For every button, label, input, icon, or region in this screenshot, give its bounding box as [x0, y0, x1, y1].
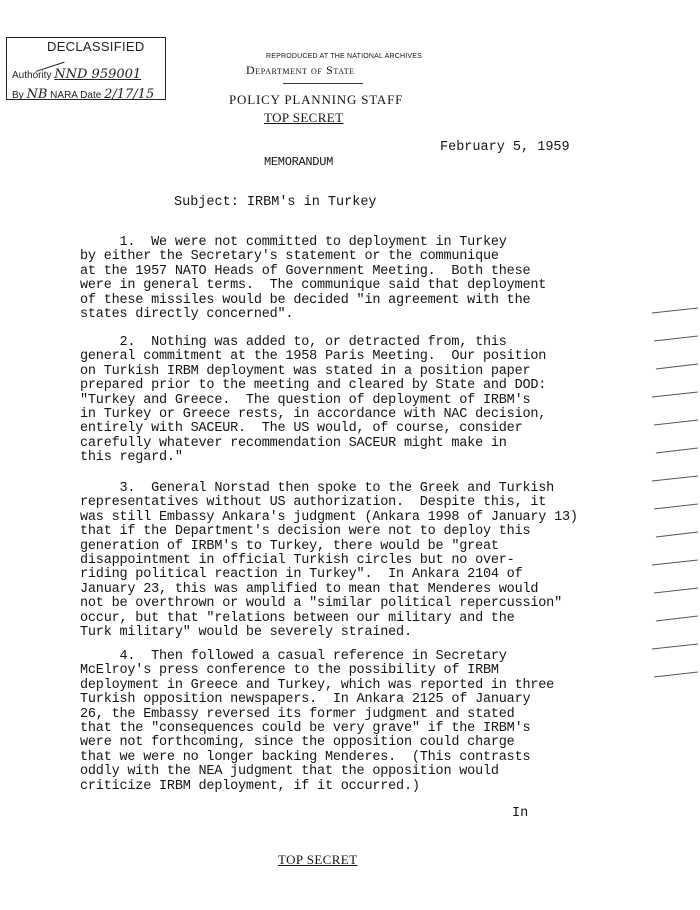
archives-reproduction-note: REPRODUCED AT THE NATIONAL ARCHIVES	[266, 53, 422, 60]
margin-tick	[656, 532, 698, 537]
margin-tick	[654, 420, 698, 425]
stamp-nara-label: NARA Date	[50, 90, 102, 101]
paragraph-2: 2. Nothing was added to, or detracted from, this general commitment at the 1958 Paris Meeting. Our position on Turkish IRBM deployment was stated in a position paper prepared prior to the meeting and cleared by State and DOD: "Turkey and Greece. The question of deployment of IRBM's in Turkey or Greece rests, in accordance with NAC decision, entirely with SACEUR. The US would, of course, consider carefully whatever recommendation SACEUR might make in this regard."	[80, 335, 547, 466]
continuation-word: In	[512, 806, 529, 821]
memo-type: MEMORANDUM	[264, 155, 334, 169]
department-name: Department of State	[246, 63, 355, 77]
margin-tick-marks	[640, 270, 700, 690]
stamp-authority-label: Authority	[12, 70, 52, 81]
margin-tick	[654, 504, 698, 509]
paragraph-1: 1. We were not committed to deployment in Turkey by either the Secretary's statement or the communique at the 1957 NATO Heads of Government Meeting. Both these were in general terms. The communique said that deployment of these missiles would be decided "in agreement with the states directly concerned".	[80, 235, 547, 323]
header-rule	[283, 83, 363, 84]
margin-tick	[652, 560, 698, 565]
stamp-nara-date: 2/17/15	[104, 87, 155, 102]
stamp-by-value: NB	[26, 87, 48, 102]
memo-subject: Subject: IRBM's in Turkey	[174, 195, 377, 210]
stamp-authority-value: NND 959001	[54, 67, 142, 82]
paragraph-3: 3. General Norstad then spoke to the Greek and Turkish representatives without US authorization. Despite this, it was still Embassy Ankara's judgment (Ankara 1998 of January 13) that if the Department's decision were not to deploy this generation of IRBM's to Turkey, there would be "great disappointment in official Turkish circles but no over- riding political reaction in Turkey". In Ankara 2104 of January 23, this was amplified to mean that Menderes would not be overthrown or would a "similar political repercussion" occur, but that "relations between our military and the Turk military" would be severely strained.	[80, 481, 578, 641]
stamp-by-row	[12, 87, 154, 102]
margin-tick	[652, 392, 698, 397]
classification-top: TOP SECRET	[264, 110, 344, 125]
office-name: POLICY PLANNING STAFF	[229, 92, 404, 107]
margin-tick	[652, 644, 698, 649]
declassification-stamp	[6, 37, 166, 100]
memo-date: February 5, 1959	[440, 140, 570, 155]
stamp-authority-row	[12, 67, 141, 82]
margin-tick	[654, 336, 698, 341]
margin-tick	[656, 448, 698, 453]
paragraph-4: 4. Then followed a casual reference in Secretary McElroy's press conference to the possibility of IRBM deployment in Greece and Turkey, which was reported in three Turkish opposition newspapers. In Ankara 2125 of January 26, the Embassy reversed its former judgment and stated that the "consequences could be very grave" if the IRBM's were not forthcoming, since the opposition could charge that we were no longer backing Menderes. (This contrasts oddly with the NEA judgment that the opposition would criticize IRBM deployment, if it occurred.)	[80, 649, 555, 794]
stamp-title: DECLASSIFIED	[47, 39, 145, 54]
margin-tick	[656, 364, 698, 369]
margin-tick	[656, 616, 698, 621]
margin-tick	[652, 476, 698, 481]
stamp-by-label: By	[12, 90, 24, 101]
margin-tick	[654, 588, 698, 593]
margin-tick	[654, 672, 698, 677]
classification-bottom: TOP SECRET	[278, 852, 358, 867]
margin-tick	[652, 308, 698, 313]
